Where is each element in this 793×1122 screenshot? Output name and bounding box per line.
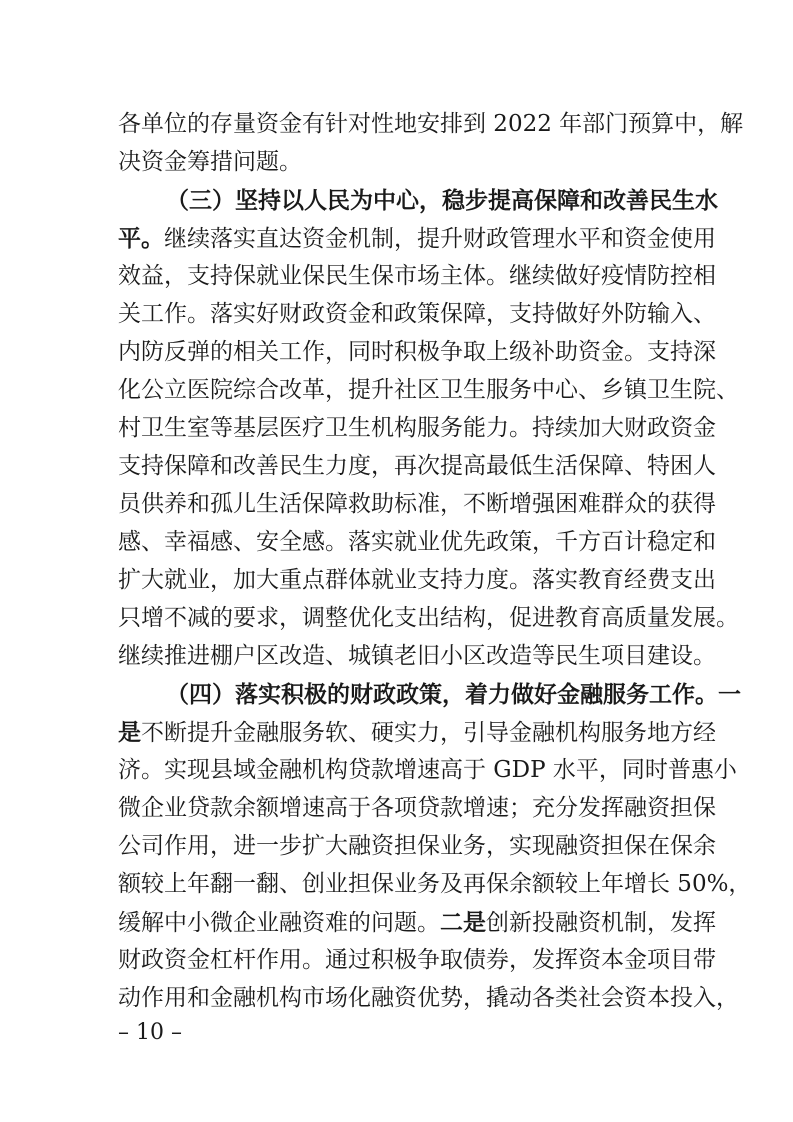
text-line [118, 258, 716, 295]
section-heading-4 [166, 676, 741, 713]
text-line [118, 942, 716, 979]
text-segment: 财政资金杠杆作用。通过积极争取债券，发挥资本金项目带 [118, 947, 716, 973]
text-line [118, 220, 716, 257]
text-segment: 公司作用，进一步扩大融资担保业务，实现融资担保在保余 [118, 833, 716, 859]
text-segment: 创新投融资机制，发挥 [486, 910, 716, 936]
text-line [118, 448, 716, 485]
text-segment: 济。实现县域金融机构贷款增速高于 GDP 水平，同时普惠小 [118, 757, 737, 783]
text-line [118, 334, 716, 371]
text-line [118, 828, 716, 865]
text-line [118, 106, 744, 143]
text-segment: 内防反弹的相关工作，同时积极争取上级补助资金。支持深 [118, 339, 716, 365]
text-line [118, 790, 716, 827]
text-segment: 额较上年翻一翻、创业担保业务及再保余额较上年增长 50%， [118, 871, 752, 897]
heading-text: （四）落实积极的财政政策，着力做好金融服务工作。一 [166, 681, 741, 708]
text-line [118, 486, 716, 523]
text-segment: 村卫生室等基层医疗卫生机构服务能力。持续加大财政资金 [118, 415, 716, 441]
text-segment: 决资金筹措问题。 [118, 149, 302, 175]
text-line [118, 144, 683, 181]
text-line [118, 866, 752, 903]
heading-text: 是 [118, 719, 141, 746]
text-segment: 动作用和金融机构市场化融资优势，撬动各类社会资本投入， [118, 985, 739, 1011]
text-line [118, 904, 716, 941]
text-segment: 缓解中小微企业融资难的问题。 [118, 910, 440, 936]
text-line [118, 410, 716, 447]
text-segment: 化公立医院综合改革，提升社区卫生服务中心、乡镇卫生院、 [118, 377, 739, 403]
text-line [118, 372, 739, 409]
heading-text: （三）坚持以人民为中心，稳步提高保障和改善民生水 [166, 187, 718, 214]
text-line [118, 714, 716, 751]
text-line [118, 524, 716, 561]
text-segment: 关工作。落实好财政资金和政策保障，支持做好外防输入、 [118, 301, 716, 327]
text-line [118, 600, 739, 637]
text-line [118, 638, 716, 675]
text-segment: 微企业贷款余额增速高于各项贷款增速；充分发挥融资担保 [118, 795, 716, 821]
text-segment: 感、幸福感、安全感。落实就业优先政策，千方百计稳定和 [118, 529, 716, 555]
text-segment: 继续落实直达资金机制，提升财政管理水平和资金使用 [164, 226, 716, 252]
section-heading-3 [166, 182, 718, 219]
text-segment: 效益，支持保就业保民生保市场主体。继续做好疫情防控相 [118, 263, 716, 289]
heading-text: 二是 [440, 909, 486, 936]
text-segment: 员供养和孤儿生活保障救助标准，不断增强困难群众的获得 [118, 491, 716, 517]
text-segment: 只增不减的要求，调整优化支出结构，促进教育高质量发展。 [118, 605, 739, 631]
text-segment: 不断提升金融服务软、硬实力，引导金融机构服务地方经 [141, 720, 716, 746]
heading-text: 平。 [118, 225, 164, 252]
text-segment: 扩大就业，加大重点群体就业支持力度。落实教育经费支出 [118, 567, 716, 593]
text-line [118, 752, 737, 789]
text-segment: 支持保障和改善民生力度，再次提高最低生活保障、特困人 [118, 453, 716, 479]
page-number: – 10 – [118, 1020, 182, 1045]
text-line [118, 296, 716, 333]
text-line [118, 980, 739, 1017]
text-segment: 继续推进棚户区改造、城镇老旧小区改造等民生项目建设。 [118, 643, 716, 669]
text-segment: 各单位的存量资金有针对性地安排到 2022 年部门预算中，解 [118, 111, 744, 137]
text-line [118, 562, 716, 599]
